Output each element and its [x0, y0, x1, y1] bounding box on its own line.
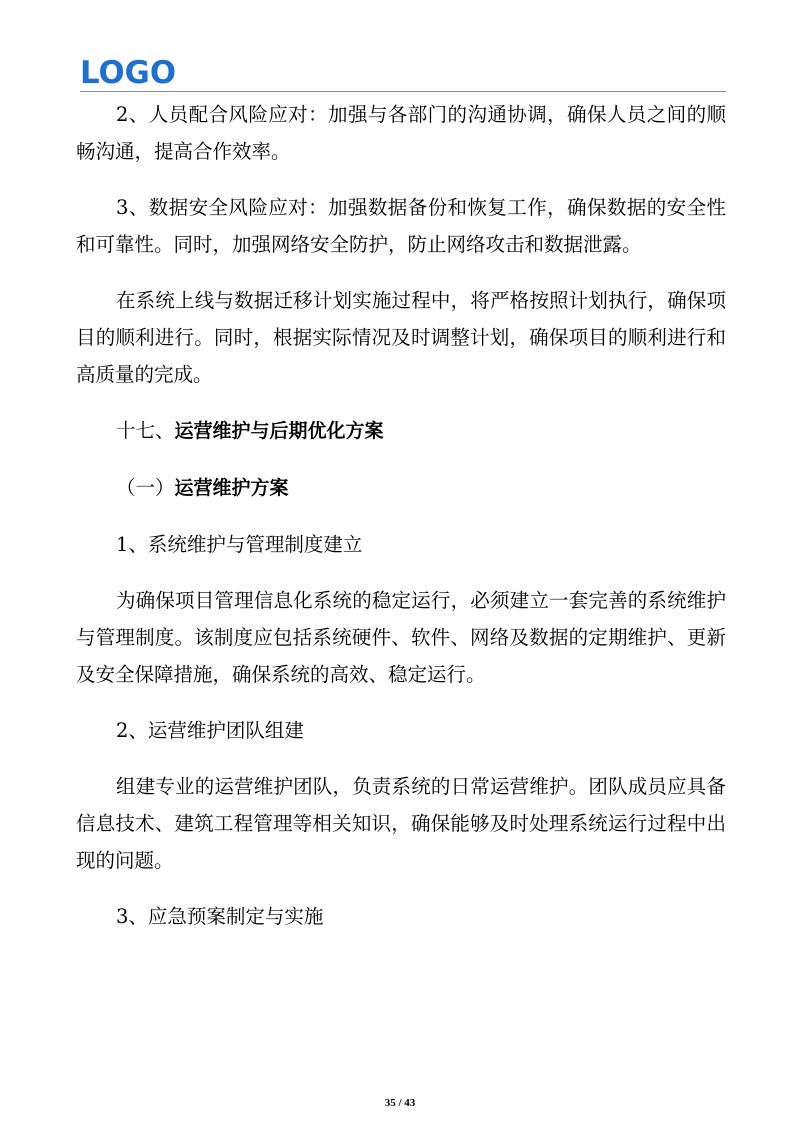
subsection-heading-prefix: （一）: [116, 476, 175, 499]
logo: [80, 55, 180, 89]
subsection-heading-1: [76, 469, 726, 507]
document-body: [76, 96, 726, 954]
paragraph-personnel-risk: 2、人员配合风险应对：加强与各部门的沟通协调，确保人员之间的顺畅沟通，提高合作效率。: [76, 103, 726, 163]
paragraph-plan-execution: 在系统上线与数据迁移计划实施过程中，将严格按照计划执行，确保项目的顺利进行。同时，根据实际情况及时调整计划，确保项目的顺利进行和高质量的完成。: [76, 289, 726, 386]
item-heading-emergency-plan: 3、应急预案制定与实施: [116, 905, 324, 928]
item-heading-maintenance-system: 1、系统维护与管理制度建立: [116, 533, 363, 556]
section-heading-title: 运营维护与后期优化方案: [174, 420, 384, 442]
paragraph-maintenance-system: 为确保项目管理信息化系统的稳定运行，必须建立一套完善的系统维护与管理制度。该制度应包括系统硬件、软件、网络及数据的定期维护、更新及安全保障措施，确保系统的高效、稳定运行。: [76, 589, 726, 686]
header-divider: [80, 91, 726, 92]
section-heading-17: [76, 412, 726, 450]
section-heading-prefix: 十七、: [116, 419, 175, 442]
page-number: 35 / 43: [384, 1097, 416, 1109]
logo-text: LOGO: [80, 55, 176, 89]
subsection-heading-title: 运营维护方案: [174, 477, 289, 499]
paragraph-data-security-risk: 3、数据安全风险应对：加强数据备份和恢复工作，确保数据的安全性和可靠性。同时，加强网络安全防护，防止网络攻击和数据泄露。: [76, 196, 726, 256]
logo-graphic: [80, 55, 180, 89]
paragraph-team: 组建专业的运营维护团队，负责系统的日常运营维护。团队成员应具备信息技术、建筑工程管理等相关知识，确保能够及时处理系统运行过程中出现的问题。: [76, 775, 726, 872]
item-heading-team: 2、运营维护团队组建: [116, 719, 304, 742]
